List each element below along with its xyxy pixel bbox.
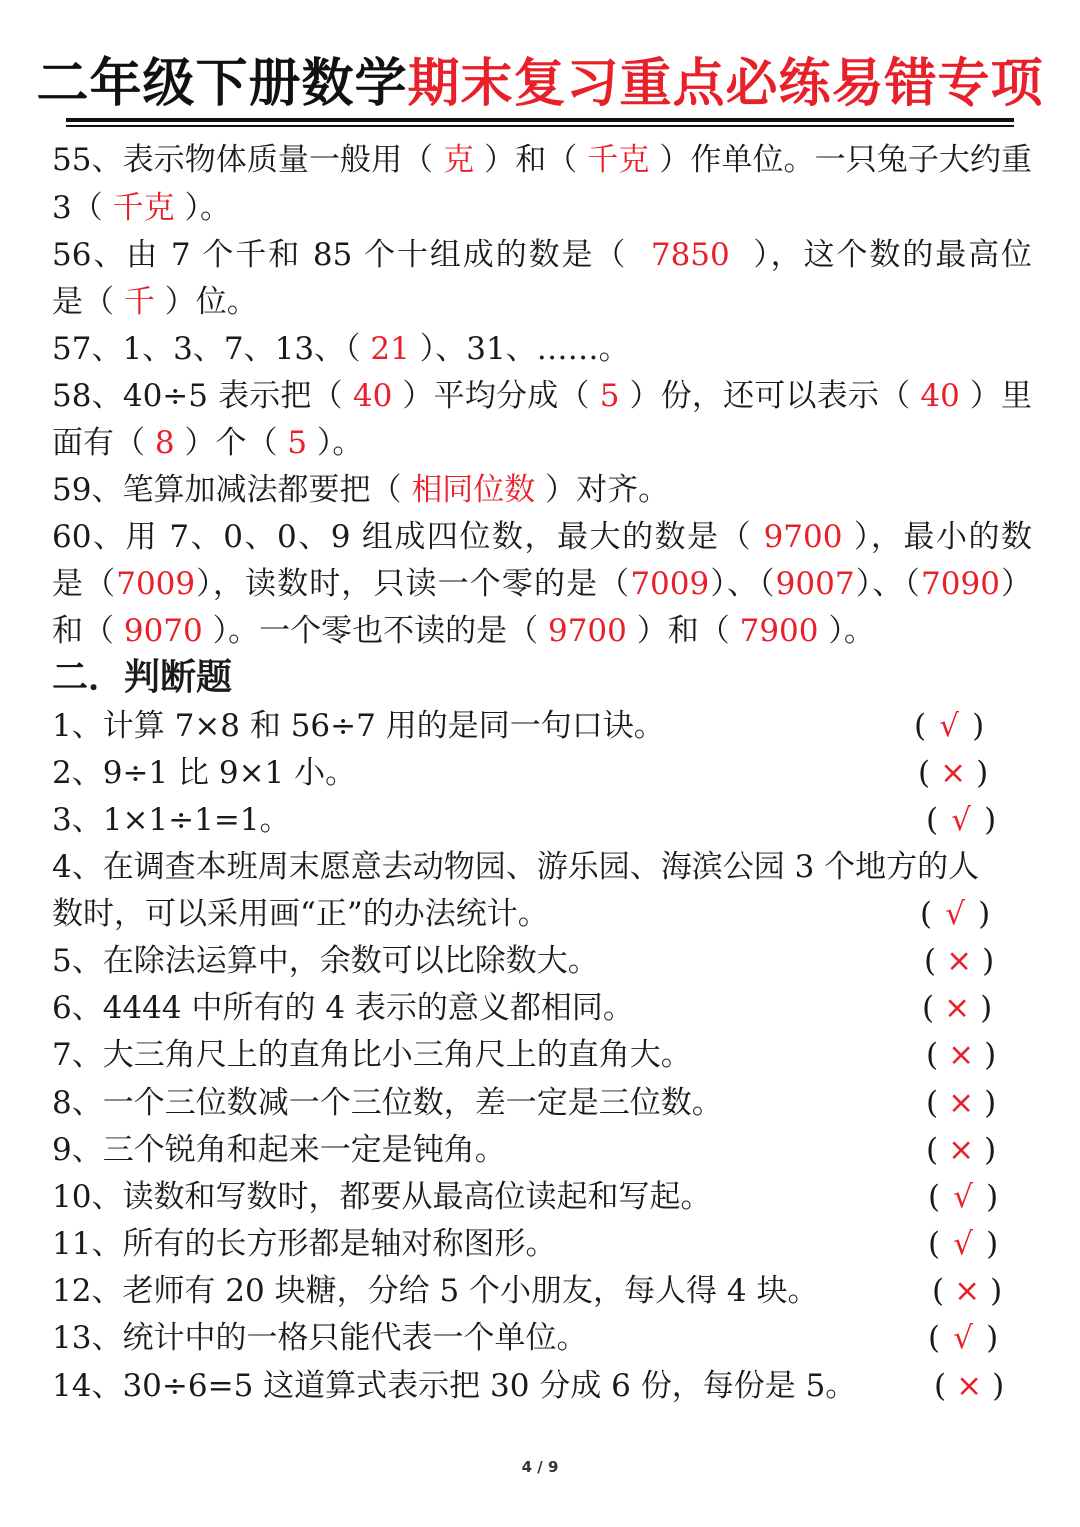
answer: 21 (370, 331, 410, 367)
judge-item-13: 13、统计中的一格只能代表一个单位。 (52, 1320, 588, 1356)
check-mark-icon: √ (953, 1226, 973, 1262)
judge-item-1: 1、计算 7×8 和 56÷7 用的是同一句口诀。 (52, 708, 665, 744)
answer: 5 (599, 378, 620, 414)
title-underline-thin (66, 125, 1014, 127)
question-58-line-2 (52, 423, 1032, 463)
check-mark-icon: √ (953, 1320, 973, 1356)
judge-mark-4: ( √ ) (920, 896, 991, 932)
question-text: ）作单位。一只兔子大约重 (659, 142, 1033, 178)
title-underline (66, 118, 1014, 122)
page-title (0, 48, 1080, 120)
question-text: 面有（ (52, 425, 145, 461)
answer: 千 (123, 284, 155, 320)
judge-mark-9: ( × ) (926, 1132, 997, 1168)
answer: 7900 (739, 613, 819, 649)
question-56-line-2 (52, 282, 1032, 322)
page-number: 4 / 9 (521, 1458, 559, 1476)
judge-item-6: 6、4444 中所有的 4 表示的意义都相同。 (52, 990, 634, 1026)
answer: 千克 (112, 190, 175, 226)
answer: 7009 (116, 566, 196, 602)
judge-mark-10: ( √ ) (928, 1179, 999, 1215)
judge-mark-13: ( √ ) (928, 1320, 999, 1356)
question-text: ）平均分成（ (402, 378, 590, 414)
check-mark-icon: √ (945, 896, 965, 932)
judge-mark-8: ( × ) (926, 1085, 997, 1121)
judge-item-11: 11、所有的长方形都是轴对称图形。 (52, 1226, 557, 1262)
answer: 9007 (775, 566, 855, 602)
question-text: ）、（ (709, 566, 776, 602)
question-text: ）对齐。 (545, 472, 670, 508)
question-text: 60、用 7、0、0、9 组成四位数，最大的数是（ (52, 519, 753, 555)
judge-mark-12: ( × ) (932, 1273, 1003, 1309)
question-text: ），最小的数 (853, 519, 1033, 555)
cross-mark-icon: × (948, 1132, 975, 1168)
question-text: ），这个数的最高位 (753, 237, 1033, 273)
judge-mark-1: ( √ ) (914, 708, 985, 744)
question-text: ）、31、……。 (419, 331, 630, 367)
title-red-part: 期末复习重点必练易错专项 (407, 54, 1044, 114)
question-text: ）里 (969, 378, 1033, 414)
section-heading-judgement: 二．判断题 (52, 657, 233, 698)
cross-mark-icon: × (956, 1368, 983, 1404)
question-text: ）。 (316, 425, 364, 461)
answer: 5 (287, 425, 308, 461)
question-56-line-1 (52, 235, 1032, 275)
judge-mark-3: ( √ ) (926, 802, 997, 838)
question-text: 59、笔算加减法都要把（ (52, 472, 402, 508)
question-text: 是（ (52, 566, 117, 602)
question-text: ） (999, 566, 1033, 602)
answer: 7009 (630, 566, 710, 602)
question-57 (52, 329, 1032, 369)
judge-item-5: 5、在除法运算中，余数可以比除数大。 (52, 943, 599, 979)
question-text: 58、40÷5 表示把（ (52, 378, 343, 414)
question-59 (52, 470, 1032, 510)
judge-item-9: 9、三个锐角和起来一定是钝角。 (52, 1132, 506, 1168)
judge-item-4-line-2: 数时，可以采用画“正”的办法统计。 (52, 896, 549, 932)
answer: 40 (920, 378, 960, 414)
question-text: ）份，还可以表示（ (629, 378, 911, 414)
question-text: 是（ (52, 284, 114, 320)
cross-mark-icon: × (948, 1085, 975, 1121)
title-black-part: 二年级下册数学 (36, 54, 408, 114)
cross-mark-icon: × (954, 1273, 981, 1309)
answer: 9700 (763, 519, 843, 555)
judge-mark-14: ( × ) (934, 1368, 1005, 1404)
question-text: 和（ (52, 613, 114, 649)
answer: 9070 (123, 613, 203, 649)
cross-mark-icon: × (940, 755, 967, 791)
judge-mark-7: ( × ) (926, 1037, 997, 1073)
cross-mark-icon: × (944, 990, 971, 1026)
answer: 7090 (921, 566, 1000, 602)
cross-mark-icon: × (946, 943, 973, 979)
answer: 40 (352, 378, 393, 414)
question-text: 57、1、3、7、13、（ (52, 331, 361, 367)
check-mark-icon: √ (939, 708, 959, 744)
question-60-line-3 (52, 611, 1032, 651)
judge-item-12: 12、老师有 20 块糖，分给 5 个小朋友，每人得 4 块。 (52, 1273, 819, 1309)
question-text: 56、由 7 个千和 85 个十组成的数是（ (52, 237, 628, 273)
question-text: 55、表示物体质量一般用（ (52, 142, 434, 178)
question-55-line-1 (52, 140, 1032, 180)
judge-item-7: 7、大三角尺上的直角比小三角尺上的直角大。 (52, 1037, 692, 1073)
answer: 8 (154, 425, 175, 461)
question-60-line-2 (52, 564, 1032, 604)
question-text: ）、（ (854, 566, 922, 602)
question-text: ）。 (184, 190, 231, 226)
judge-item-3: 3、1×1÷1=1。 (52, 802, 291, 838)
judge-item-14: 14、30÷6=5 这道算式表示把 30 分成 6 份，每份是 5。 (52, 1368, 857, 1404)
answer: 9700 (547, 613, 627, 649)
question-text: ）和（ (636, 613, 730, 649)
judge-item-8: 8、一个三位数减一个三位数，差一定是三位数。 (52, 1085, 723, 1121)
question-text: ）和（ (484, 142, 578, 178)
question-text: ）。一个零也不读的是（ (212, 613, 539, 649)
answer: 千克 (587, 142, 650, 178)
judge-mark-11: ( √ ) (928, 1226, 999, 1262)
judge-item-4-line-1: 4、在调查本班周末愿意去动物园、游乐园、海滨公园 3 个地方的人 (52, 849, 980, 885)
answer: 相同位数 (411, 472, 536, 508)
question-text: ）。 (828, 613, 875, 649)
judge-item-10: 10、读数和写数时，都要从最高位读起和写起。 (52, 1179, 712, 1215)
question-text: ）个（ (184, 425, 278, 461)
question-text: ）位。 (164, 284, 258, 320)
question-60-line-1 (52, 517, 1032, 557)
judge-mark-2: ( × ) (918, 755, 989, 791)
judge-mark-6: ( × ) (922, 990, 993, 1026)
question-text: ），读数时，只读一个零的是（ (195, 566, 631, 602)
judge-item-2: 2、9÷1 比 9×1 小。 (52, 755, 357, 791)
question-58-line-1 (52, 376, 1032, 416)
cross-mark-icon: × (948, 1037, 975, 1073)
check-mark-icon: √ (953, 1179, 973, 1215)
answer: 7850 (650, 237, 730, 273)
question-55-line-2 (52, 188, 1032, 228)
question-text: 3（ (52, 190, 103, 226)
answer: 克 (443, 142, 475, 178)
check-mark-icon: √ (951, 802, 971, 838)
judge-mark-5: ( × ) (924, 943, 995, 979)
